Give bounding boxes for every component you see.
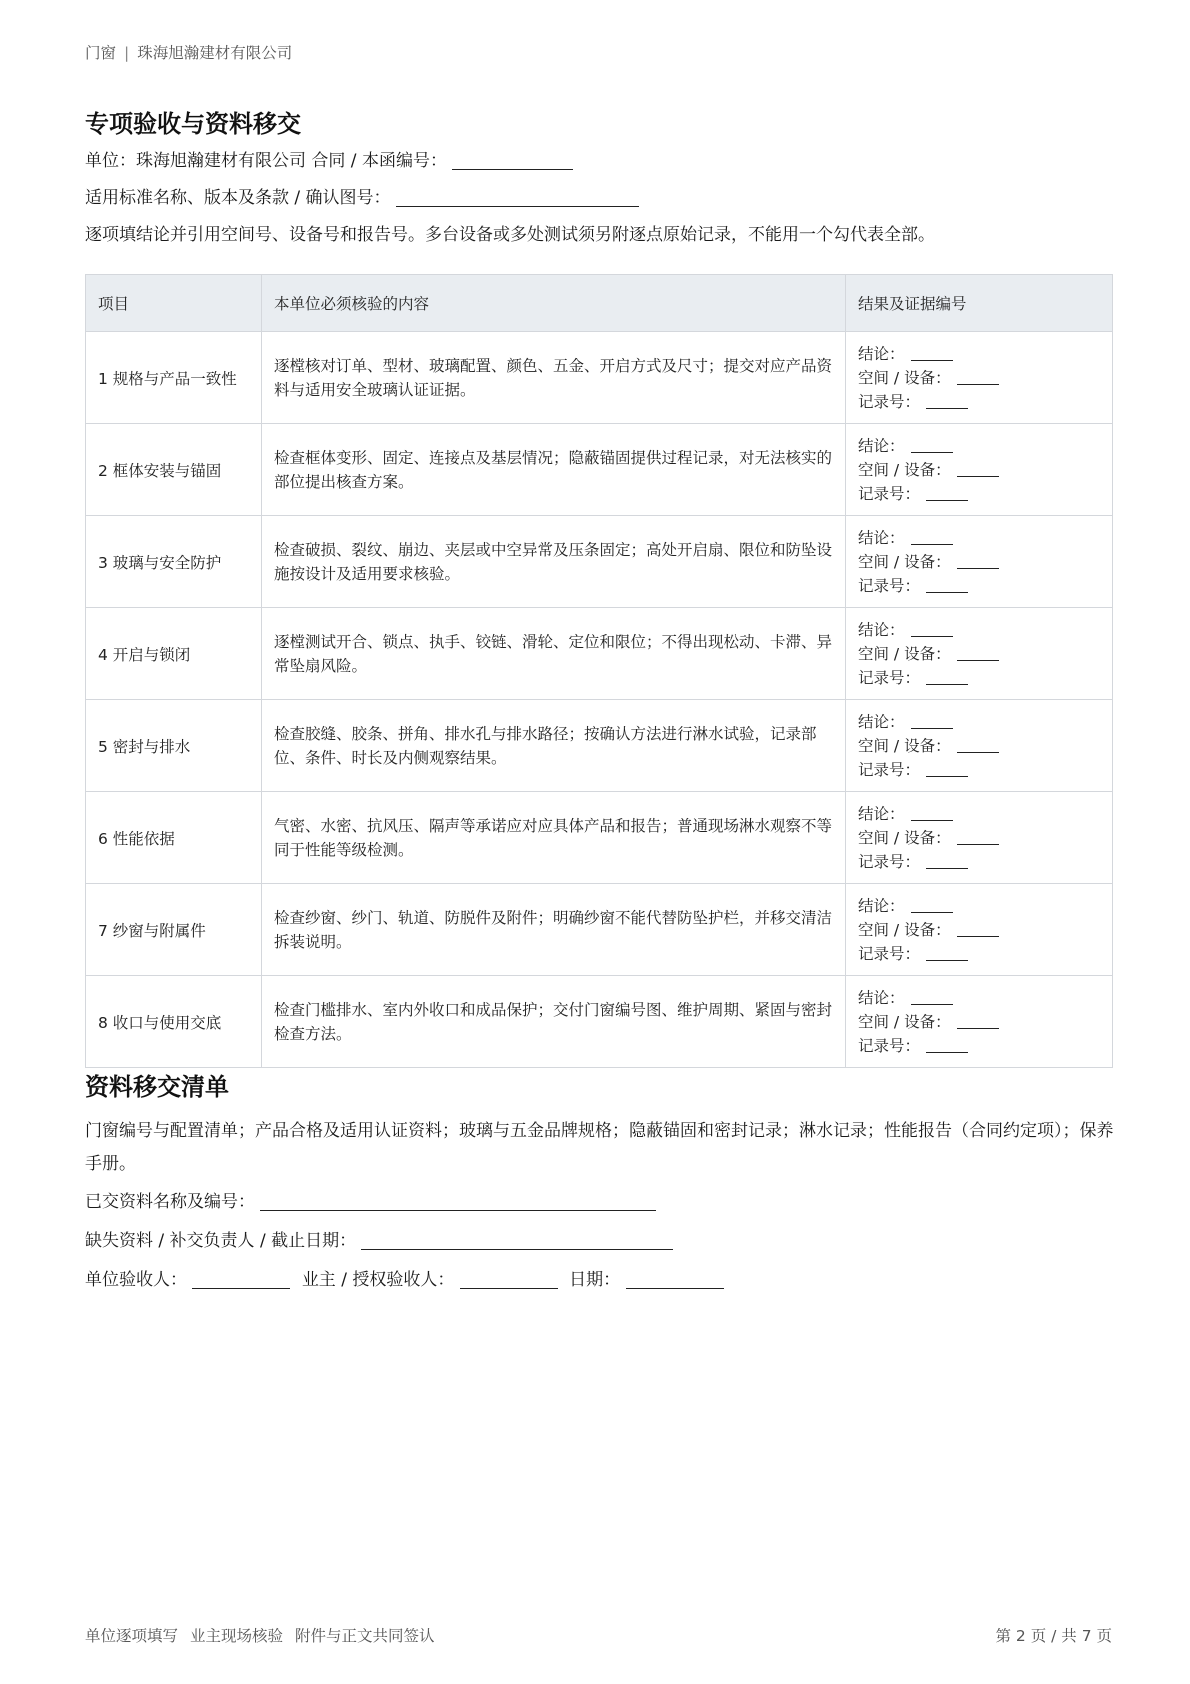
result-label-space-device: 空间 / 设备： xyxy=(858,828,951,847)
result-blank-record-number[interactable] xyxy=(926,669,968,685)
row-item: 3 玻璃与安全防护 xyxy=(86,516,262,608)
result-label-space-device: 空间 / 设备： xyxy=(858,460,951,479)
result-line-conclusion xyxy=(858,434,1100,458)
row-content: 检查胶缝、胶条、拼角、排水孔与排水路径；按确认方法进行淋水试验，记录部位、条件、时长及内侧观察结果。 xyxy=(262,700,846,792)
header-content: 本单位必须核验的内容 xyxy=(262,275,846,332)
footer-note: 业主现场核验 xyxy=(190,1627,284,1645)
page-number: 第 2 页 / 共 7 页 xyxy=(995,1627,1112,1645)
result-label-conclusion: 结论： xyxy=(858,712,905,731)
result-label-space-device: 空间 / 设备： xyxy=(858,736,951,755)
row-content: 检查框体变形、固定、连接点及基层情况；隐蔽锚固提供过程记录，对无法核实的部位提出核查方案。 xyxy=(262,424,846,516)
row-content: 逐樘核对订单、型材、玻璃配置、颜色、五金、开启方式及尺寸；提交对应产品资料与适用安全玻璃认证证据。 xyxy=(262,332,846,424)
missing-label: 缺失资料 / 补交负责人 / 截止日期： xyxy=(85,1231,357,1251)
result-blank-conclusion[interactable] xyxy=(911,621,953,637)
result-blank-conclusion[interactable] xyxy=(911,713,953,729)
sign-owner-label: 业主 / 授权验收人： xyxy=(301,1270,455,1290)
row-result xyxy=(846,424,1113,516)
footer-note: 附件与正文共同签认 xyxy=(295,1627,435,1645)
result-blank-conclusion[interactable] xyxy=(911,805,953,821)
result-label-record-number: 记录号： xyxy=(858,668,921,687)
result-blank-record-number[interactable] xyxy=(926,485,968,501)
result-line-space-device xyxy=(858,1010,1100,1034)
result-blank-conclusion[interactable] xyxy=(911,345,953,361)
table-row xyxy=(86,976,1113,1068)
result-label-space-device: 空间 / 设备： xyxy=(858,644,951,663)
result-line-record-number xyxy=(858,666,1100,690)
header-company: 珠海旭瀚建材有限公司 xyxy=(137,44,293,62)
table-row xyxy=(86,424,1113,516)
result-blank-record-number[interactable] xyxy=(926,945,968,961)
result-line-record-number xyxy=(858,390,1100,414)
table-row xyxy=(86,884,1113,976)
sign-owner-blank[interactable] xyxy=(460,1270,558,1289)
result-blank-conclusion[interactable] xyxy=(911,437,953,453)
result-label-record-number: 记录号： xyxy=(858,944,921,963)
footer-notes xyxy=(85,1624,447,1646)
row-result xyxy=(846,792,1113,884)
page-title: 专项验收与资料移交 xyxy=(85,110,301,138)
row-item: 4 开启与锁闭 xyxy=(86,608,262,700)
result-label-space-device: 空间 / 设备： xyxy=(858,920,951,939)
delivered-field xyxy=(85,1187,656,1212)
result-label-conclusion: 结论： xyxy=(858,988,905,1007)
sign-unit-label: 单位验收人： xyxy=(85,1270,187,1290)
row-content: 检查破损、裂纹、崩边、夹层或中空异常及压条固定；高处开启扇、限位和防坠设施按设计及适用要求核验。 xyxy=(262,516,846,608)
result-line-space-device xyxy=(858,458,1100,482)
row-result xyxy=(846,884,1113,976)
sign-date-label: 日期： xyxy=(569,1270,621,1290)
standard-label: 适用标准名称、版本及条款 / 确认图号： xyxy=(85,188,391,208)
result-blank-record-number[interactable] xyxy=(926,393,968,409)
result-blank-space-device[interactable] xyxy=(957,829,999,845)
header-doc-type: 门窗 xyxy=(85,44,117,62)
row-item: 1 规格与产品一致性 xyxy=(86,332,262,424)
page-header xyxy=(85,41,292,63)
footer-note: 单位逐项填写 xyxy=(85,1627,179,1645)
result-line-space-device xyxy=(858,918,1100,942)
result-label-record-number: 记录号： xyxy=(858,392,921,411)
unit-contract-field xyxy=(85,146,573,171)
row-item: 7 纱窗与附属件 xyxy=(86,884,262,976)
table-row xyxy=(86,700,1113,792)
result-line-record-number xyxy=(858,850,1100,874)
result-line-conclusion xyxy=(858,894,1100,918)
result-label-space-device: 空间 / 设备： xyxy=(858,552,951,571)
result-label-conclusion: 结论： xyxy=(858,344,905,363)
result-blank-space-device[interactable] xyxy=(957,921,999,937)
result-blank-space-device[interactable] xyxy=(957,737,999,753)
result-label-record-number: 记录号： xyxy=(858,576,921,595)
result-line-conclusion xyxy=(858,710,1100,734)
result-label-conclusion: 结论： xyxy=(858,896,905,915)
header-item: 项目 xyxy=(86,275,262,332)
result-blank-conclusion[interactable] xyxy=(911,529,953,545)
result-blank-space-device[interactable] xyxy=(957,645,999,661)
inspection-table xyxy=(85,274,1113,1068)
contract-number-blank[interactable] xyxy=(452,151,573,170)
result-line-record-number xyxy=(858,942,1100,966)
result-label-record-number: 记录号： xyxy=(858,760,921,779)
section-title-transfer: 资料移交清单 xyxy=(85,1073,229,1101)
header-result: 结果及证据编号 xyxy=(846,275,1113,332)
row-result xyxy=(846,976,1113,1068)
result-label-conclusion: 结论： xyxy=(858,804,905,823)
row-item: 5 密封与排水 xyxy=(86,700,262,792)
table-row xyxy=(86,516,1113,608)
instruction-text: 逐项填结论并引用空间号、设备号和报告号。多台设备或多处测试须另附逐点原始记录，不能用一个勾代表全部。 xyxy=(85,225,935,245)
result-label-conclusion: 结论： xyxy=(858,436,905,455)
signature-field xyxy=(85,1265,724,1290)
result-line-record-number xyxy=(858,574,1100,598)
standard-blank[interactable] xyxy=(396,188,639,207)
table-row xyxy=(86,608,1113,700)
missing-blank[interactable] xyxy=(361,1231,673,1250)
row-result xyxy=(846,700,1113,792)
sign-unit-blank[interactable] xyxy=(192,1270,290,1289)
row-result xyxy=(846,608,1113,700)
result-line-record-number xyxy=(858,482,1100,506)
result-blank-record-number[interactable] xyxy=(926,853,968,869)
table-row xyxy=(86,332,1113,424)
result-blank-space-device[interactable] xyxy=(957,369,999,385)
table-row xyxy=(86,792,1113,884)
result-label-conclusion: 结论： xyxy=(858,620,905,639)
row-item: 8 收口与使用交底 xyxy=(86,976,262,1068)
row-result xyxy=(846,332,1113,424)
result-blank-record-number[interactable] xyxy=(926,1037,968,1053)
result-line-conclusion xyxy=(858,526,1100,550)
missing-field xyxy=(85,1226,673,1251)
delivered-label: 已交资料名称及编号： xyxy=(85,1192,255,1212)
row-item: 6 性能依据 xyxy=(86,792,262,884)
result-line-space-device xyxy=(858,734,1100,758)
row-content: 逐樘测试开合、锁点、执手、铰链、滑轮、定位和限位；不得出现松动、卡滞、异常坠扇风险。 xyxy=(262,608,846,700)
result-blank-space-device[interactable] xyxy=(957,553,999,569)
transfer-list-paragraph: 门窗编号与配置清单；产品合格及适用认证资料；玻璃与五金品牌规格；隐蔽锚固和密封记录；淋水记录；性能报告（合同约定项）；保养手册。 xyxy=(85,1121,1114,1174)
result-line-space-device xyxy=(858,550,1100,574)
delivered-blank[interactable] xyxy=(260,1192,656,1211)
result-line-space-device xyxy=(858,366,1100,390)
table-header-row xyxy=(86,275,1113,332)
result-blank-space-device[interactable] xyxy=(957,1013,999,1029)
result-label-space-device: 空间 / 设备： xyxy=(858,1012,951,1031)
result-blank-record-number[interactable] xyxy=(926,577,968,593)
row-item: 2 框体安装与锚固 xyxy=(86,424,262,516)
result-label-record-number: 记录号： xyxy=(858,852,921,871)
result-blank-record-number[interactable] xyxy=(926,761,968,777)
header-separator: | xyxy=(124,44,130,62)
result-blank-conclusion[interactable] xyxy=(911,897,953,913)
row-content: 检查门槛排水、室内外收口和成品保护；交付门窗编号图、维护周期、紧固与密封检查方法。 xyxy=(262,976,846,1068)
result-line-space-device xyxy=(858,642,1100,666)
row-content: 检查纱窗、纱门、轨道、防脱件及附件；明确纱窗不能代替防坠护栏，并移交清洁拆装说明。 xyxy=(262,884,846,976)
result-label-record-number: 记录号： xyxy=(858,484,921,503)
row-result xyxy=(846,516,1113,608)
result-label-space-device: 空间 / 设备： xyxy=(858,368,951,387)
sign-date-blank[interactable] xyxy=(626,1270,724,1289)
result-label-conclusion: 结论： xyxy=(858,528,905,547)
result-line-conclusion xyxy=(858,802,1100,826)
result-blank-conclusion[interactable] xyxy=(911,989,953,1005)
result-line-record-number xyxy=(858,1034,1100,1058)
standard-field xyxy=(85,183,639,208)
result-label-record-number: 记录号： xyxy=(858,1036,921,1055)
result-line-space-device xyxy=(858,826,1100,850)
result-line-conclusion xyxy=(858,986,1100,1010)
result-line-record-number xyxy=(858,758,1100,782)
result-line-conclusion xyxy=(858,342,1100,366)
result-line-conclusion xyxy=(858,618,1100,642)
unit-contract-label: 单位：珠海旭瀚建材有限公司 合同 / 本函编号： xyxy=(85,151,447,171)
result-blank-space-device[interactable] xyxy=(957,461,999,477)
row-content: 气密、水密、抗风压、隔声等承诺应对应具体产品和报告；普通现场淋水观察不等同于性能等级检测。 xyxy=(262,792,846,884)
